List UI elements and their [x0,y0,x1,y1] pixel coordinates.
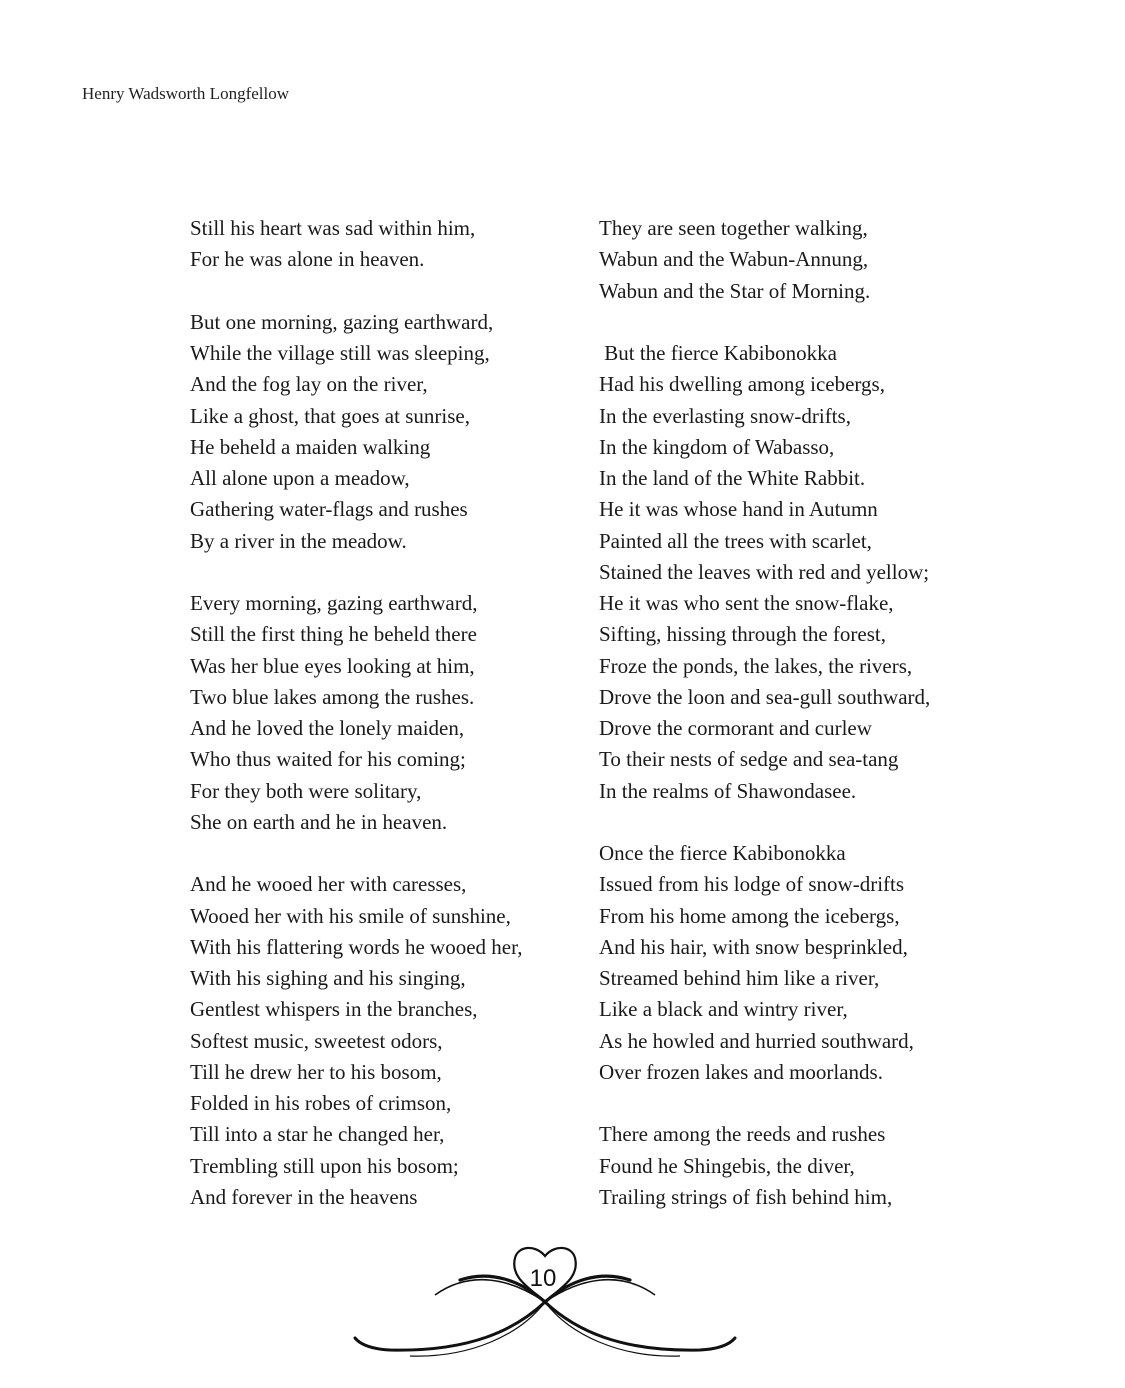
poem-line: To their nests of sedge and sea-tang [599,747,899,772]
stanza [599,838,1019,1088]
stanza [190,869,590,1213]
stanza [190,307,590,557]
poem-line: And the fog lay on the river, [190,372,428,397]
poem-line: Wabun and the Wabun-Annung, [599,247,869,272]
heart-swirl-ornament-icon [350,1240,740,1365]
poem-line: For he was alone in heaven. [190,247,425,272]
poem-line: Stained the leaves with red and yellow; [599,559,930,584]
poem-line: In the realms of Shawondasee. [599,778,857,803]
poem-line: Wabun and the Star of Morning. [599,278,871,303]
poem-line: Like a black and wintry river, [599,997,848,1022]
poem-column-left [190,213,590,1244]
poem-line: And forever in the heavens [190,1184,418,1209]
poem-line: Softest music, sweetest odors, [190,1028,443,1053]
poem-line: Two blue lakes among the rushes. [190,684,475,709]
poem-line: Froze the ponds, the lakes, the rivers, [599,653,913,678]
poem-line: There among the reeds and rushes [599,1122,886,1147]
poem-line: All alone upon a meadow, [190,466,410,490]
poem-line: He it was who sent the snow-flake, [599,591,894,615]
poem-line: Found he Shingebis, the diver, [599,1153,855,1178]
poem-line: He it was whose hand in Autumn [599,497,878,522]
poem-line: But one morning, gazing earthward, [190,309,494,334]
poem-line: For they both were solitary, [190,778,422,803]
poem-line: In the everlasting snow-drifts, [599,403,851,428]
poem-line: As he howled and hurried southward, [599,1028,914,1053]
poem-line: With his flattering words he wooed her, [190,934,523,959]
poem-line: Still the first thing he beheld there [190,622,477,647]
running-head-author: Henry Wadsworth Longfellow [82,84,289,103]
poem-line: Like a ghost, that goes at sunrise, [190,403,470,428]
poem-line: Still his heart was sad within him, [190,216,476,240]
poem-line: She on earth and he in heaven. [190,809,448,834]
poem-line: Issued from his lodge of snow-drifts [599,872,905,897]
poem-line: Till into a star he changed her, [190,1122,445,1147]
stanza [190,213,590,276]
poem-line: While the village still was sleeping, [190,341,490,365]
poem-line: Folded in his robes of crimson, [190,1091,452,1115]
poem-line: Wooed her with his smile of sunshine, [190,903,511,928]
poem-line: In the kingdom of Wabasso, [599,434,835,459]
poem-line: Gentlest whispers in the branches, [190,997,478,1022]
poem-column-right [599,213,1019,1244]
poem-line: From his home among the icebergs, [599,903,900,928]
poem-line: Drove the loon and sea-gull southward, [599,684,931,709]
poem-line: In the land of the White Rabbit. [599,466,866,490]
poem-line: Till he drew her to his bosom, [190,1059,442,1084]
poem-line: And his hair, with snow besprinkled, [599,934,908,959]
stanza [599,213,1019,307]
stanza [190,588,590,838]
poem-line: Sifting, hissing through the forest, [599,622,886,647]
poem-line: Was her blue eyes looking at him, [190,653,475,678]
poem-line: Once the fierce Kabibonokka [599,841,846,865]
poem-line: But the fierce Kabibonokka [599,341,837,365]
poem-line: Painted all the trees with scarlet, [599,528,872,553]
poem-line: Who thus waited for his coming; [190,747,466,772]
poem-line: By a river in the meadow. [190,528,407,553]
poem-line: He beheld a maiden walking [190,434,431,459]
page-number: 10 [529,1265,557,1292]
stanza [599,338,1019,807]
poem-line: Over frozen lakes and moorlands. [599,1059,883,1084]
poem-line: And he wooed her with caresses, [190,872,467,897]
poem-line: With his sighing and his singing, [190,966,466,990]
stanza [599,1119,1019,1213]
poem-line: They are seen together walking, [599,216,868,240]
poem-line: Streamed behind him like a river, [599,966,880,990]
poem-line: Had his dwelling among icebergs, [599,372,885,397]
poem-line: And he loved the lonely maiden, [190,716,465,740]
poem-line: Trembling still upon his bosom; [190,1153,459,1178]
poem-line: Gathering water-flags and rushes [190,497,468,522]
poem-line: Drove the cormorant and curlew [599,716,872,740]
poem-line: Every morning, gazing earthward, [190,591,478,615]
poem-line: Trailing strings of fish behind him, [599,1184,893,1209]
